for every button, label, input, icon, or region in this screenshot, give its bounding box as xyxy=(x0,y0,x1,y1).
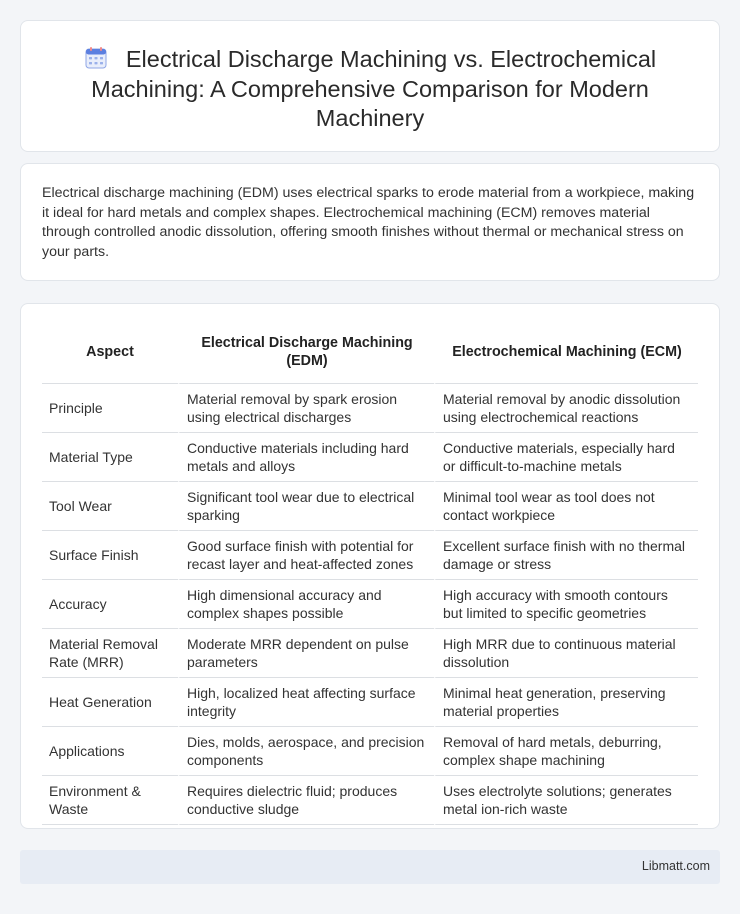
title-card xyxy=(20,20,720,152)
row-edm: Moderate MRR dependent on pulse parameters xyxy=(178,629,434,678)
intro-paragraph: Electrical discharge machining (EDM) uses electrical sparks to erode material from a workpiece, making it ideal for hard metals and complex shapes. Electrochemical machining (ECM) removes material through controlled anodic dissolution, offering smooth finishes without thermal or mechanical stress on your parts. xyxy=(42,185,695,260)
row-edm: High, localized heat affecting surface integrity xyxy=(178,678,434,727)
header-edm: Electrical Discharge Machining (EDM) xyxy=(178,322,434,384)
table-row xyxy=(42,776,698,825)
table-row xyxy=(42,678,698,727)
calendar-icon xyxy=(84,46,108,70)
row-edm: Requires dielectric fluid; produces conductive sludge xyxy=(178,776,434,825)
table-row xyxy=(42,531,698,580)
table-row xyxy=(42,629,698,678)
row-aspect: Environment & Waste xyxy=(42,776,178,825)
row-aspect: Accuracy xyxy=(42,580,178,629)
row-aspect: Principle xyxy=(42,384,178,433)
row-ecm: Removal of hard metals, deburring, complex shape machining xyxy=(434,727,698,776)
row-edm: Significant tool wear due to electrical sparking xyxy=(178,482,434,531)
page-title-text: Electrical Discharge Machining vs. Electrochemical Machining: A Comprehensive Comparison for Modern Machinery xyxy=(91,46,657,131)
table-row xyxy=(42,433,698,482)
header-aspect: Aspect xyxy=(42,322,178,384)
row-aspect: Material Type xyxy=(42,433,178,482)
row-edm: Conductive materials including hard metals and alloys xyxy=(178,433,434,482)
page-title xyxy=(71,45,669,134)
comparison-table-card xyxy=(20,303,720,829)
intro-card xyxy=(20,163,720,281)
table-row xyxy=(42,482,698,531)
table-header-row xyxy=(42,322,698,384)
row-ecm: Excellent surface finish with no thermal damage or stress xyxy=(434,531,698,580)
header-ecm: Electrochemical Machining (ECM) xyxy=(434,322,698,384)
comparison-table xyxy=(42,322,698,825)
row-ecm: High MRR due to continuous material dissolution xyxy=(434,629,698,678)
table-row xyxy=(42,384,698,433)
row-aspect: Surface Finish xyxy=(42,531,178,580)
row-ecm: Conductive materials, especially hard or difficult-to-machine metals xyxy=(434,433,698,482)
table-row xyxy=(42,580,698,629)
row-edm: Dies, molds, aerospace, and precision components xyxy=(178,727,434,776)
row-ecm: Uses electrolyte solutions; generates metal ion-rich waste xyxy=(434,776,698,825)
row-ecm: Material removal by anodic dissolution using electrochemical reactions xyxy=(434,384,698,433)
footer xyxy=(20,850,720,884)
row-aspect: Material Removal Rate (MRR) xyxy=(42,629,178,678)
row-ecm: Minimal tool wear as tool does not contact workpiece xyxy=(434,482,698,531)
row-ecm: Minimal heat generation, preserving material properties xyxy=(434,678,698,727)
table-row xyxy=(42,727,698,776)
row-aspect: Heat Generation xyxy=(42,678,178,727)
row-edm: Material removal by spark erosion using electrical discharges xyxy=(178,384,434,433)
row-ecm: High accuracy with smooth contours but limited to specific geometries xyxy=(434,580,698,629)
row-aspect: Tool Wear xyxy=(42,482,178,531)
footer-brand-link[interactable]: Libmatt.com xyxy=(641,859,710,873)
row-edm: High dimensional accuracy and complex shapes possible xyxy=(178,580,434,629)
row-edm: Good surface finish with potential for recast layer and heat-affected zones xyxy=(178,531,434,580)
row-aspect: Applications xyxy=(42,727,178,776)
